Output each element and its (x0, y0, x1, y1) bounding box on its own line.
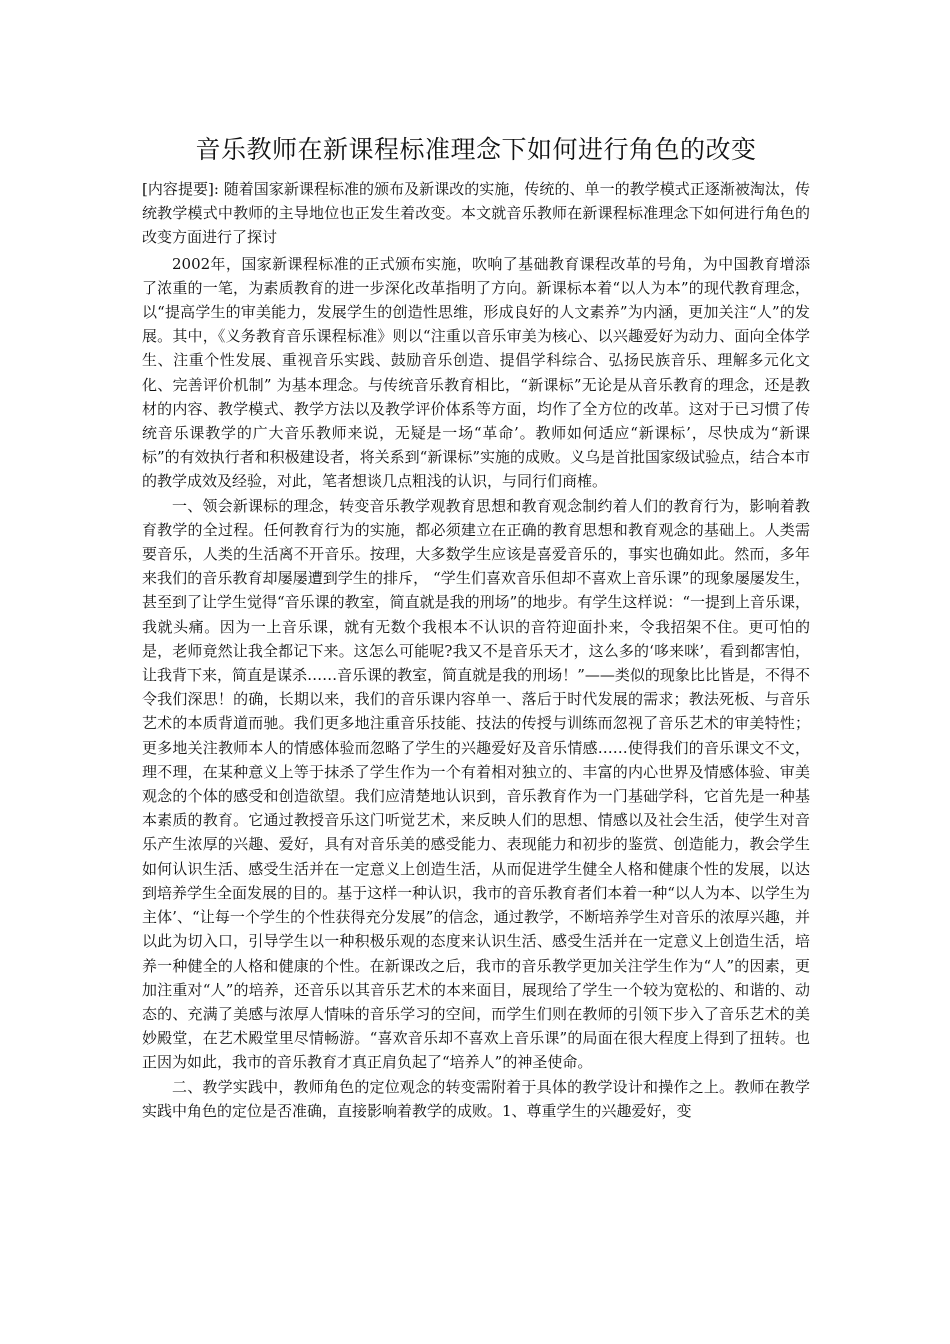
body-paragraph-2: 一、领会新课标的理念，转变音乐教学观教育思想和教育观念制约着人们的教育行为，影响着教育教学的全过程。任何教育行为的实施，都必须建立在正确的教育思想和教育观念的基础上。人类需要音乐，人类的生活离不开音乐。按理，大多数学生应该是喜爱音乐的，事实也确如此。然而，多年来我们的音乐教育却屡屡遭到学生的排斥， “学生们喜欢音乐但却不喜欢上音乐课”的现象屡屡发生，甚至到了让学生觉得“音乐课的教室，简直就是我的刑场”的地步。有学生这样说：“一提到上音乐课，我就头痛。因为一上音乐课，就有无数个我根本不认识的音符迎面扑来，令我招架不住。更可怕的是，老师竟然让我全都记下来。这怎么可能呢?我又不是音乐天才，这么多的‘哆来咪’，看到都害怕，让我背下来，简直是谋杀……音乐课的教室，简直就是我的刑场！”——类似的现象比比皆是，不得不令我们深思！的确，长期以来，我们的音乐课内容单一、落后于时代发展的需求；教法死板、与音乐艺术的本质背道而驰。我们更多地注重音乐技能、技法的传授与训练而忽视了音乐艺术的审美特性；更多地关注教师本人的情感体验而忽略了学生的兴趣爱好及音乐情感……使得我们的音乐课文不文，理不理，在某种意义上等于抹杀了学生作为一个有着相对独立的、丰富的内心世界及情感体验、审美观念的个体的感受和创造欲望。我们应清楚地认识到，音乐教育作为一门基础学科，它首先是一种基本素质的教育。它通过教授音乐这门听觉艺术，来反映人们的思想、情感以及社会生活，使学生对音乐产生浓厚的兴趣、爱好，具有对音乐美的感受能力、表现能力和初步的鉴赏、创造能力，教会学生如何认识生活、感受生活并在一定意义上创造生活，从而促进学生健全人格和健康个性的发展，以达到培养学生全面发展的目的。基于这样一种认识，我市的音乐教育者们本着一种“以人为本、以学生为主体’、“让每一个学生的个性获得充分发展”的信念，通过教学，不断培养学生对音乐的浓厚兴趣，并以此为切入口，引导学生以一种积极乐观的态度来认识生活、感受生活并在一定意义上创造生活，培养一种健全的人格和健康的个性。在新课改之后，我市的音乐教学更加关注学生作为“人”的因素，更加注重对“人”的培养，还音乐以其音乐艺术的本来面目，展现给了学生一个较为宽松的、和谐的、动态的、充满了美感与浓厚人情味的音乐学习的空间，而学生们则在教师的引领下步入了音乐艺术的美妙殿堂，在艺术殿堂里尽情畅游。“喜欢音乐却不喜欢上音乐课”的局面在很大程度上得到了扭转。也正因为如此，我市的音乐教育才真正肩负起了“培养人”的神圣使命。 (142, 496, 811, 1072)
body-paragraph-3: 二、教学实践中，教师角色的定位观念的转变需附着于具体的教学设计和操作之上。教师在教学实践中角色的定位是否准确，直接影响着教学的成败。1、尊重学生的兴趣爱好，变 (142, 1077, 810, 1120)
body-paragraph-1: 2002年，国家新课程标准的正式颁布实施，吹响了基础教育课程改革的号角，为中国教育增添了浓重的一笔，为素质教育的进一步深化改革指明了方向。新课标本着“以人为本”的现代教育理念，以“提高学生的审美能力，发展学生的创造性思维，形成良好的人文素养”为内涵，更加关注“人”的发展。其中，《义务教育音乐课程标准》则以“注重以音乐审美为核心、以兴趣爱好为动力、面向全体学生、注重个性发展、重视音乐实践、鼓励音乐创造、提倡学科综合、弘扬民族音乐、理解多元化文化、完善评价机制” 为基本理念。与传统音乐教育相比，“新课标”无论是从音乐教育的理念，还是教材的内容、教学模式、教学方法以及教学评价体系等方面，均作了全方位的改革。这对于已习惯了传统音乐课教学的广大音乐教师来说，无疑是一场“革命’。教师如何适应“新课标’，尽快成为“新课标”的有效执行者和积极建设者，将关系到“新课标”实施的成败。义乌是首批国家级试验点，结合本市的教学成效及经验，对此，笔者想谈几点粗浅的认识，与同行们商榷。 (142, 254, 811, 491)
document-body (142, 132, 810, 1123)
document-title: 音乐教师在新课程标准理念下如何进行角色的改变 (195, 135, 757, 164)
abstract-text: 随着国家新课程标准的颁布及新课改的实施，传统的、单一的教学模式正逐渐被淘汰，传统教学模式中教师的主导地位也正发生着改变。本文就音乐教师在新课程标准理念下如何进行角色的改变方面进行了探讨 (142, 180, 810, 247)
abstract-paragraph (142, 177, 810, 250)
abstract-label: [内容提要]: (142, 180, 219, 198)
